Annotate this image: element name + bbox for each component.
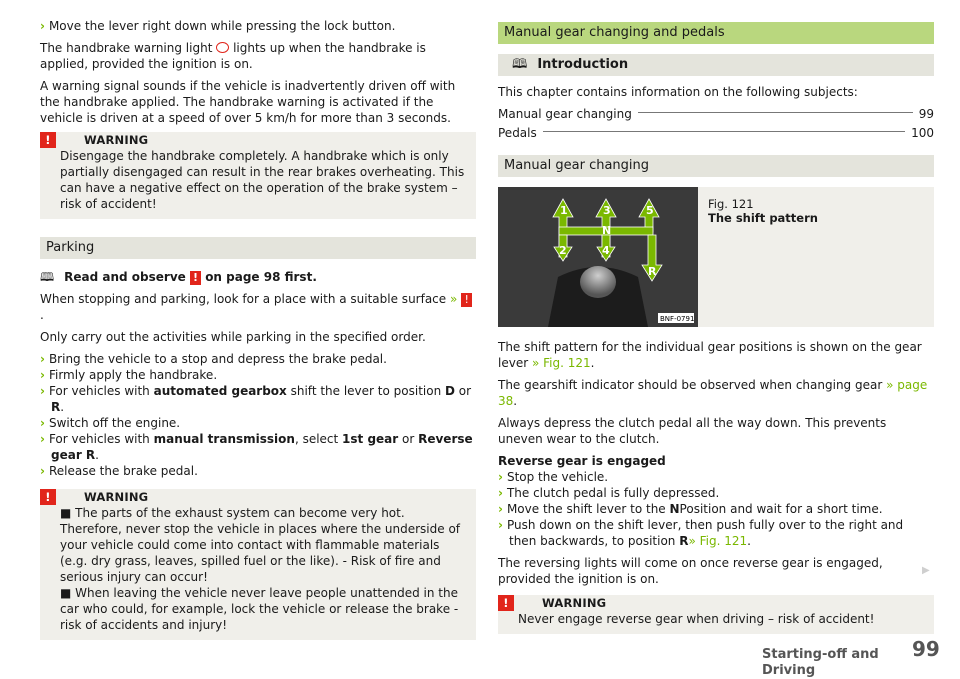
- gear-label-r: R: [648, 265, 657, 278]
- warning-icon: !: [190, 271, 201, 285]
- paragraph: Always depress the clutch pedal all the way down. This prevents uneven wear to the clutch.: [498, 416, 887, 446]
- warning-title: WARNING: [84, 133, 149, 147]
- paragraph: A warning signal sounds if the vehicle is inadvertently driven off with the handbrake applied. The handbrake warning is activated if the vehicle is driven at a speed of over 5 km/h for more than 3 seconds.: [40, 79, 456, 125]
- warning-box: [498, 595, 934, 634]
- gear-label-1: 1: [560, 204, 568, 217]
- figure-code: BNF-0791: [660, 315, 695, 323]
- right-column: [498, 22, 934, 646]
- gear-label-5: 5: [646, 204, 654, 217]
- parking-steps: [40, 351, 476, 479]
- warning-icon: !: [40, 489, 56, 505]
- paragraph: This chapter contains information on the following subjects:: [498, 85, 858, 99]
- list-item: ■ The parts of the exhaust system can become very hot. Therefore, never stop the vehicle in places where the underside of your vehicle could come into contact with flammable materials (e.g. dry grass, leaves, spilled fuel or the like). - Risk of fire and serious injury can occur!: [60, 506, 461, 584]
- paragraph: The shift pattern for the individual gear positions is shown on the gear lever » Fig. 121.: [498, 340, 922, 370]
- warning-text: Disengage the handbrake completely. A handbrake which is only partially disengaged can result in the rear brakes overheating. This can have a negative effect on the operation of the brake system – risk of accident!: [60, 149, 465, 211]
- list-item: › Move the lever right down while pressing the lock button.: [40, 19, 396, 33]
- arrow-bullet-icon: ›: [40, 19, 45, 33]
- gear-label-4: 4: [602, 244, 610, 257]
- footer-section: Starting-off and Driving: [762, 647, 879, 678]
- list-item: › Stop the vehicle.: [498, 470, 609, 484]
- toc: [498, 106, 934, 141]
- shift-pattern-image: [498, 187, 698, 327]
- paragraph: Only carry out the activities while parking in the specified order.: [40, 330, 426, 344]
- toc-entry[interactable]: Manual gear changing 99: [498, 107, 934, 121]
- figure-link[interactable]: » Fig. 121: [688, 534, 748, 548]
- gear-label-3: 3: [603, 204, 611, 217]
- warning-title: WARNING: [542, 596, 607, 610]
- warning-icon: !: [498, 595, 514, 611]
- gear-knob: [580, 266, 616, 298]
- book-icon: 🕮: [40, 270, 55, 284]
- warning-box: [40, 489, 476, 640]
- reference-link[interactable]: »: [450, 292, 458, 306]
- list-item: › Move the shift lever to the NPosition and wait for a short time.: [498, 502, 883, 516]
- list-item: › Push down on the shift lever, then push fully over to the right and then backwards, to position R» Fig. 121.: [498, 518, 904, 548]
- warning-title: WARNING: [84, 490, 149, 504]
- list-item: › Bring the vehicle to a stop and depress the brake pedal.: [40, 352, 387, 366]
- page-number: 99: [912, 637, 940, 661]
- warning-icon: !: [40, 132, 56, 148]
- continue-arrow-icon: ▶: [922, 565, 930, 576]
- page-link[interactable]: » page 38: [498, 378, 928, 408]
- figure-shift-pattern: [498, 187, 934, 327]
- warning-icon: !: [461, 293, 472, 307]
- figure-title: The shift pattern: [708, 211, 818, 225]
- reverse-heading: Reverse gear is engaged: [498, 454, 666, 468]
- section-heading-parking: Parking: [40, 237, 476, 259]
- subsection-heading-introduction: 🕮 Introduction: [498, 54, 934, 76]
- gear-label-2: 2: [559, 244, 567, 257]
- left-column: [40, 18, 476, 652]
- paragraph: The gearshift indicator should be observed when changing gear » page 38.: [498, 378, 928, 408]
- gear-label-n: N: [602, 224, 612, 237]
- handbrake-warning-light-icon: [216, 42, 229, 53]
- warning-text: Never engage reverse gear when driving – risk of accident!: [518, 612, 875, 626]
- gear-lever-illustration: [498, 187, 698, 327]
- paragraph: The handbrake warning light lights up when the handbrake is applied, provided the ignition is on.: [40, 41, 426, 71]
- section-heading-manual-gear-changing: Manual gear changing: [498, 155, 934, 177]
- page-footer: [700, 637, 940, 678]
- book-icon: 🕮: [512, 57, 528, 72]
- list-item: › Switch off the engine.: [40, 416, 181, 430]
- list-item: › For vehicles with automated gearbox shift the lever to position D or R.: [40, 384, 472, 414]
- list-item: › Firmly apply the handbrake.: [40, 368, 218, 382]
- figure-link[interactable]: » Fig. 121: [531, 356, 591, 370]
- list-item: › For vehicles with manual transmission, select 1st gear or Reverse gear R.: [40, 432, 473, 462]
- read-observe-line: 🕮 Read and observe ! on page 98 first.: [40, 270, 317, 284]
- toc-entry[interactable]: Pedals 100: [498, 126, 934, 140]
- section-heading-manual-gear: Manual gear changing and pedals: [498, 22, 934, 44]
- list-item: › The clutch pedal is fully depressed.: [498, 486, 720, 500]
- list-item: ■ When leaving the vehicle never leave people unattended in the car who could, for example, lock the vehicle or release the brake - risk of accidents and injury!: [60, 586, 459, 632]
- figure-number: Fig. 121: [708, 197, 754, 211]
- list-item: › Release the brake pedal.: [40, 464, 198, 478]
- paragraph: The reversing lights will come on once reverse gear is engaged, provided the ignition is on.: [498, 556, 883, 586]
- warning-box: [40, 132, 476, 219]
- paragraph: When stopping and parking, look for a place with a suitable surface » ! .: [40, 291, 476, 323]
